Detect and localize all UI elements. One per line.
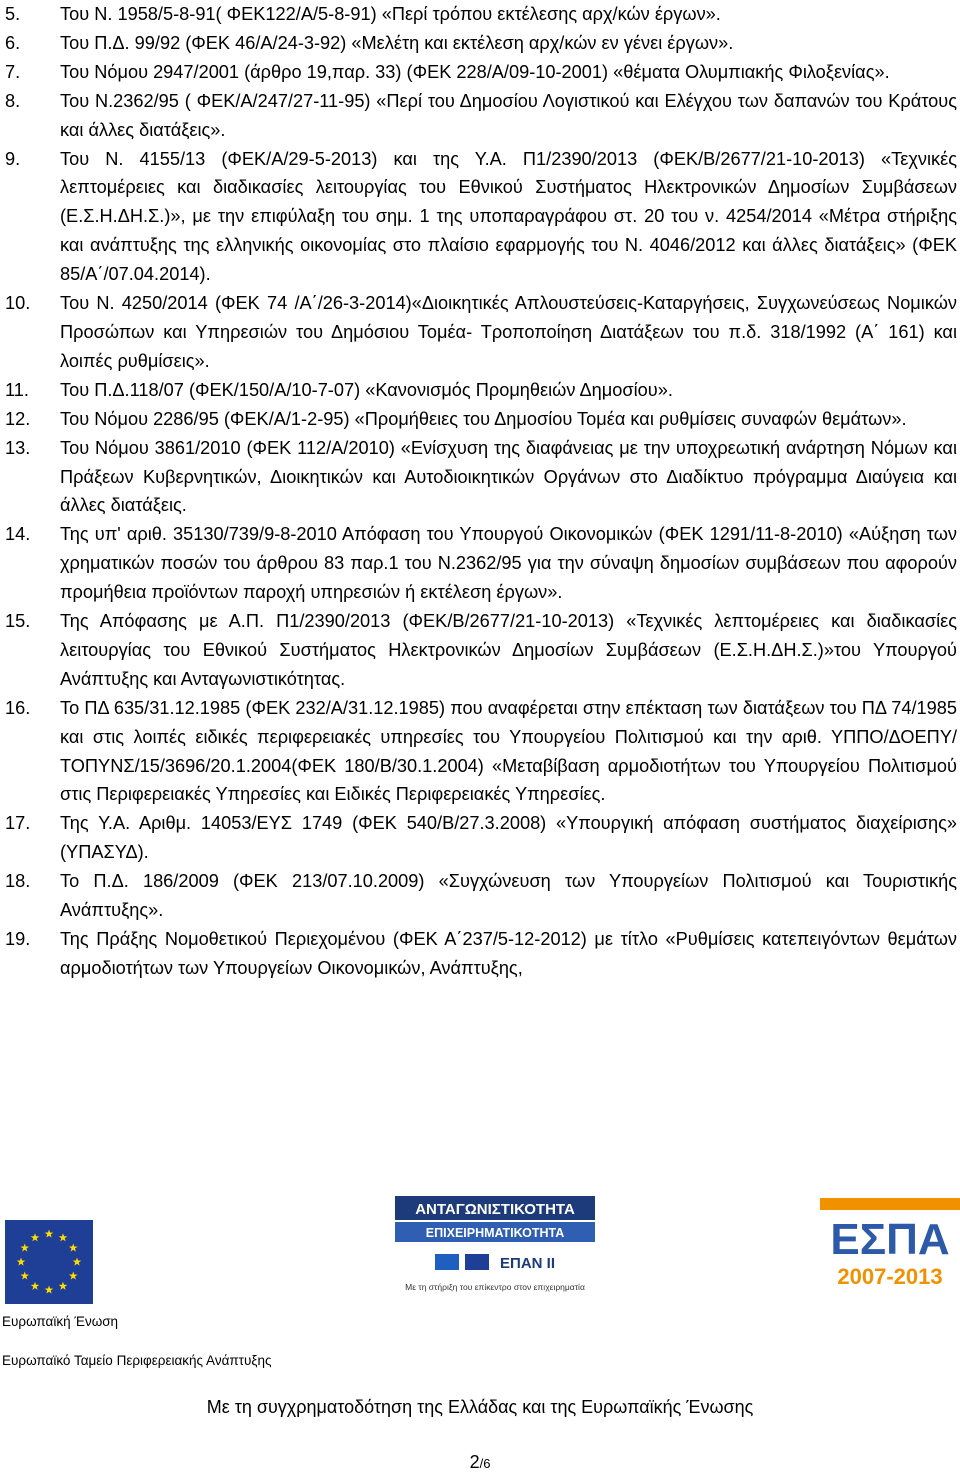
item-text: Του Νόμου 2947/2001 (άρθρο 19,παρ. 33) (ΦΕΚ 228/Α/09-10-2001) «θέματα Ολυμπιακής Φιλοξενίας». — [60, 61, 890, 82]
logo-epan: ΕΠΑΝ ΙΙ — [500, 1255, 556, 1272]
item-number: 8. — [5, 90, 21, 111]
item-number: 16. — [5, 697, 31, 718]
list-item — [5, 925, 957, 983]
list-item — [5, 145, 957, 290]
item-number: 5. — [5, 4, 21, 24]
item-number: 14. — [5, 524, 31, 545]
page-total: /6 — [479, 1456, 491, 1471]
item-text: Του Ν. 1958/5-8-91( ΦΕΚ122/Α/5-8-91) «Περί τρόπου εκτέλεσης αρχ/κών έργων». — [60, 4, 721, 24]
cofunding-text: Με τη συγχρηματοδότηση της Ελλάδας και της Ευρωπαϊκής Ένωσης — [206, 1397, 754, 1417]
list-item — [5, 405, 957, 434]
greek-flag-icon — [435, 1254, 459, 1270]
logo-tagline: Με τη στήριξη του επίκεντρο στον επιχειρηματία — [405, 1282, 585, 1292]
list-item — [5, 376, 957, 405]
espa-logo — [820, 1192, 960, 1302]
legislation-list — [5, 0, 957, 983]
list-item — [5, 58, 957, 87]
espa-title: ΕΣΠΑ — [830, 1215, 950, 1264]
espa-years: 2007-2013 — [837, 1264, 943, 1289]
item-number: 9. — [5, 148, 21, 169]
list-item — [5, 520, 957, 607]
item-number: 19. — [5, 929, 31, 949]
item-text: Της Απόφασης με Α.Π. Π1/2390/2013 (ΦΕΚ/Β/2677/21-10-2013) «Τεχνικές λεπτομέρειες και διαδικασίες λειτουργίας του Εθνικού Συστήματος Ηλεκτρονικών Δημοσίων Συμβάσεων (Ε.Σ.Η.ΔΗ.Σ.)»του Υπουργού Ανάπτυξης και Ανταγωνιστικότητας. — [60, 611, 957, 689]
item-text: Το ΠΔ 635/31.12.1985 (ΦΕΚ 232/Α/31.12.1985) που αναφέρεται στην επέκταση των διατάξεων του ΠΔ 74/1985 και στις λοιπές ειδικές περιφερειακές υπηρεσίες του Υπουργείου Πολιτισμού και την αριθ. ΥΠΠΟ/ΔΟΕΠΥ/ΤΟΠΥΝΣ/15/3696/20.1.2004(ΦΕΚ 180/Β/30.1.2004) «Μεταβίβαση αρμοδιοτήτων του Υπουργείου Πολιτισμού στις Περιφερειακές Υπηρεσίες και Ειδικές Περιφερειακές Υπηρεσίες. — [60, 697, 957, 805]
item-number: 11. — [5, 379, 29, 400]
page-footer — [0, 1190, 960, 1482]
page-number — [0, 1452, 960, 1473]
item-text: Του Π.Δ. 99/92 (ΦΕΚ 46/Α/24-3-92) «Μελέτη και εκτέλεση αρχ/κών εν γένει έργων». — [60, 32, 734, 53]
item-text: Του Ν.2362/95 ( ΦΕΚ/Α/247/27-11-95) «Περί του Δημοσίου Λογιστικού και Ελέγχου των δαπανών του Κράτους και άλλες διατάξεις». — [60, 90, 957, 140]
item-text: Της Υ.Α. Αριθμ. 14053/ΕΥΣ 1749 (ΦΕΚ 540/Β/27.3.2008) «Υπουργική απόφαση συστήματος διαχείρισης» (ΥΠΑΣΥΔ). — [60, 813, 957, 863]
item-number: 6. — [5, 32, 21, 53]
item-text: Του Νόμου 3861/2010 (ΦΕΚ 112/Α/2010) «Ενίσχυση της διαφάνειας με την υποχρεωτική ανάρτηση Νόμων και Πράξεων Κυβερνητικών, Διοικητικών και Αυτοδιοικητικών Οργάνων στο Διαδίκτυο πρόγραμμα Διαύγεια και άλλες διατάξεις. — [60, 437, 957, 516]
espa-logo-bar — [820, 1198, 960, 1210]
item-text: Της Πράξης Νομοθετικού Περιεχομένου (ΦΕΚ Α΄237/5-12-2012) με τίτλο «Ρυθμίσεις κατεπειγόντων θεμάτων αρμοδιοτήτων των Υπουργείων Οικονομικών, Ανάπτυξης, — [60, 929, 957, 978]
list-item — [5, 0, 957, 29]
eu-flag-icon — [5, 1220, 93, 1304]
page-current: 2 — [469, 1452, 480, 1472]
list-item — [5, 29, 957, 58]
eu-label: Ευρωπαϊκή Ένωση — [2, 1314, 119, 1329]
item-text: Του Ν. 4155/13 (ΦΕΚ/Α/29-5-2013) και της Υ.Α. Π1/2390/2013 (ΦΕΚ/Β/2677/21-10-2013) «Τεχνικές λεπτομέρειες και διαδικασίες λειτουργίας του Εθνικού Συστήματος Ηλεκτρονικών Δημοσίων Συμβάσεων (Ε.Σ.Η.ΔΗ.Σ.)», με την επιφύλαξη του σημ. 1 της υποπαραγράφου στ. 20 του ν. 4254/2014 «Μέτρα στήριξης και ανάπτυξης της ελληνικής οικονομίας στο πλαίσιο εφαρμογής του Ν. 4046/2012 και άλλες διατάξεις» (ΦΕΚ 85/Α΄/07.04.2014). — [60, 148, 957, 285]
logo-subtitle: ΕΠΙΧΕΙΡΗΜΑΤΙΚΟΤΗΤΑ — [425, 1226, 565, 1240]
item-text: Της υπ' αριθ. 35130/739/9-8-2010 Απόφαση του Υπουργού Οικονομικών (ΦΕΚ 1291/11-8-2010) «Αύξηση των χρηματικών ποσών του άρθρου 83 παρ.1 του Ν.2362/95 για την σύναψη δημοσίων συμβάσεων που αφορούν προμήθεια προϊόντων παροχή υπηρεσιών ή εκτέλεση έργων». — [60, 524, 957, 603]
list-item — [5, 434, 957, 521]
item-number: 7. — [5, 61, 21, 82]
item-text: Του Ν. 4250/2014 (ΦΕΚ 74 /Α΄/26-3-2014)«Διοικητικές Απλουστεύσεις-Καταργήσεις, Συγχωνεύσεως Νομικών Προσώπων και Υπηρεσιών του Δημόσιου Τομέα- Τροποποίηση Διατάξεων του π.δ. 318/1992 (Α΄ 161) και λοιπές ρυθμίσεις». — [60, 293, 957, 371]
item-text: Του Νόμου 2286/95 (ΦΕΚ/Α/1-2-95) «Προμήθειες του Δημοσίου Τομέα και ρυθμίσεις συναφών θεμάτων». — [60, 408, 907, 429]
item-text: Το Π.Δ. 186/2009 (ΦΕΚ 213/07.10.2009) «Συγχώνευση των Υπουργείων Πολιτισμού και Τουριστικής Ανάπτυξης». — [60, 871, 957, 921]
eu-small-flag-icon — [465, 1254, 489, 1270]
item-number: 15. — [5, 611, 31, 632]
item-number: 10. — [5, 293, 31, 314]
item-text: Του Π.Δ.118/07 (ΦΕΚ/150/Α/10-7-07) «Κανονισμός Προμηθειών Δημοσίου». — [60, 379, 673, 400]
fund-label: Ευρωπαϊκό Ταμείο Περιφερειακής Ανάπτυξης — [2, 1353, 272, 1368]
list-item — [5, 607, 957, 694]
list-item — [5, 694, 957, 810]
logo-title: ΑΝΤΑΓΩΝΙΣΤΙΚΟΤΗΤΑ — [415, 1201, 575, 1218]
list-item — [5, 867, 957, 925]
item-number: 12. — [5, 408, 31, 429]
item-number: 18. — [5, 871, 31, 892]
list-item — [5, 87, 957, 145]
item-number: 13. — [5, 437, 31, 458]
list-item — [5, 289, 957, 376]
item-number: 17. — [5, 813, 31, 834]
list-item — [5, 809, 957, 867]
competitiveness-logo — [395, 1192, 595, 1302]
